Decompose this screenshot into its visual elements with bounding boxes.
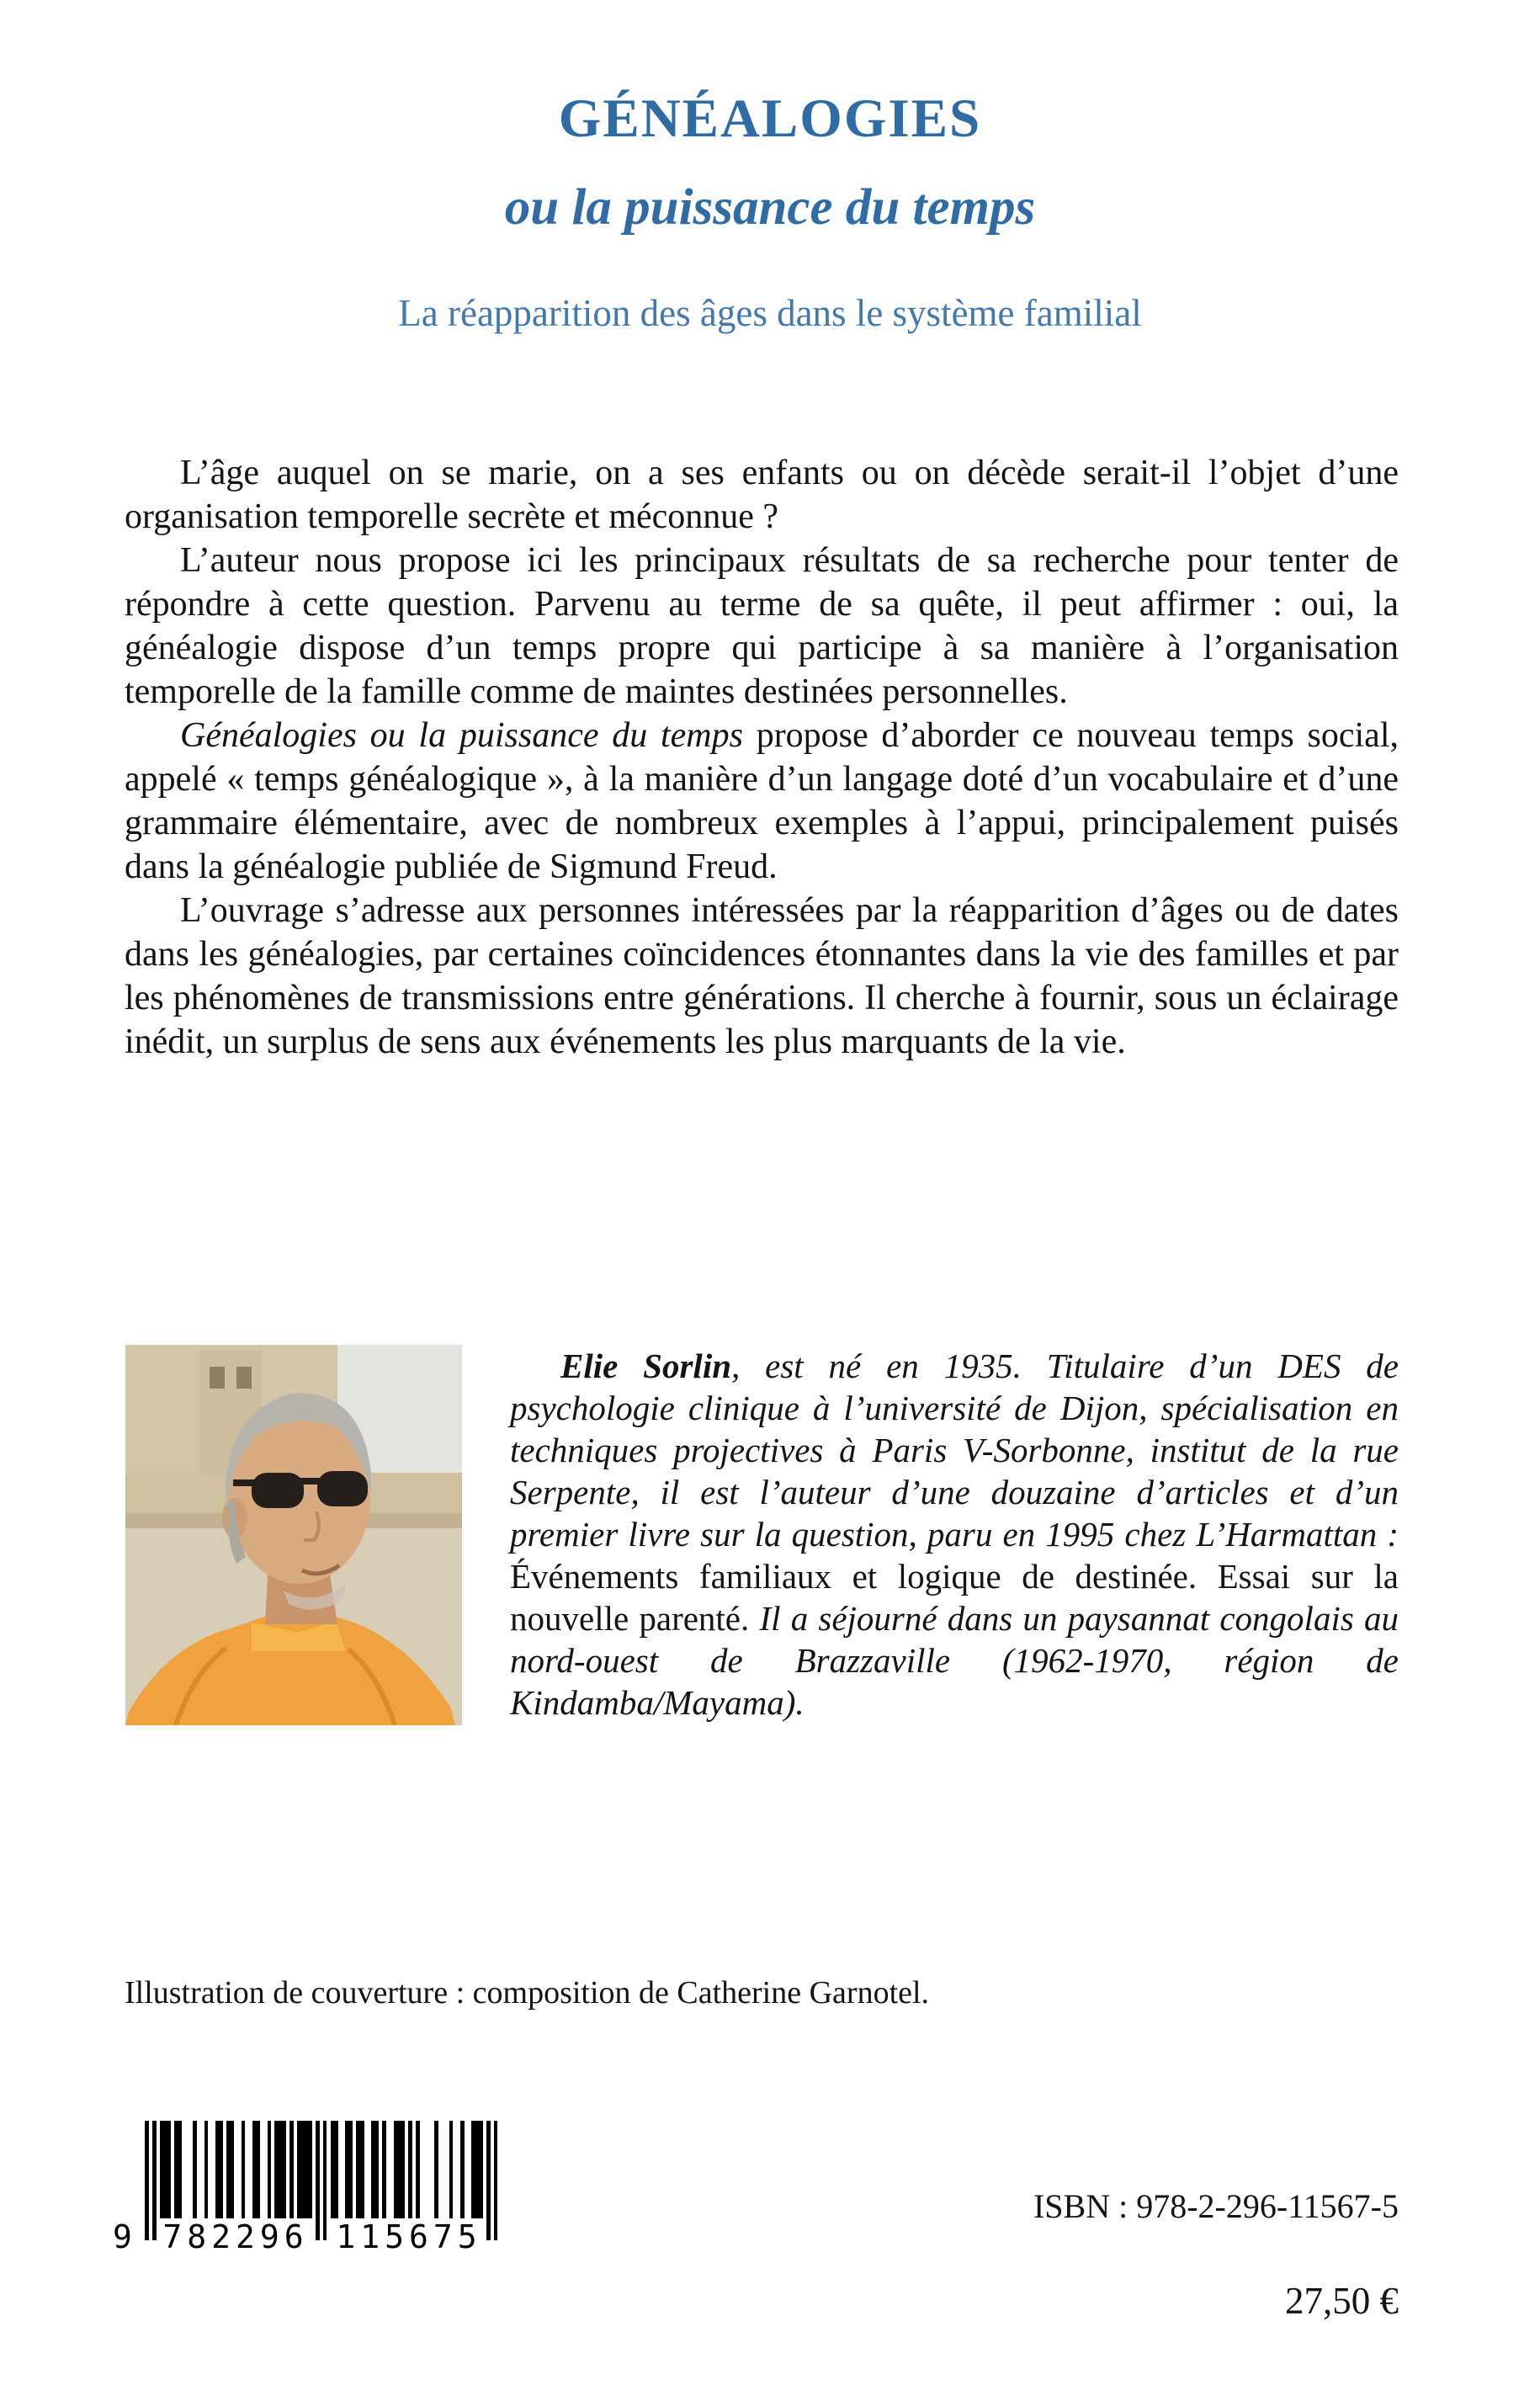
barcode-digit-group-2: 115675 [336,2218,482,2255]
isbn-text: ISBN : 978-2-296-11567-5 [1033,2187,1399,2225]
book-title: GÉNÉALOGIES [558,88,982,149]
synopsis-paragraph-1: L’âge auquel on se marie, on a ses enfants ou on décède serait-il l’objet d’une organisation temporelle secrète et méconnue ? [125,454,1399,536]
barcode-digit-group-1: 782296 [162,2218,309,2255]
illustration-credit: Illustration de couverture : composition de Catherine Garnotel. [125,1975,930,2011]
synopsis-paragraph-4: L’ouvrage s’adresse aux personnes intéressées par la réapparition d’âges ou de dates dans les généalogies, par certaines coïncidences étonnantes dans la vie des familles et par les phénomènes de transmissions entre générations. Il cherche à fournir, sous un éclairage inédit, un surplus de sens aux événements les plus marquants de la vie. [125,891,1399,1061]
bio-part-2: Il a séjourné dans un paysannat congolais au nord-ouest de Brazzaville (1962-1970, région de Kindamba/Mayama). [510,1599,1399,1722]
price-text: 27,50 € [1285,2280,1399,2322]
ean-barcode [113,2121,497,2264]
synopsis-paragraph-2: L’auteur nous propose ici les principaux résultats de sa recherche pour tenter de répondre à cette question. Parvenu au terme de sa quête, il peut affirmer : oui, la généalogie dispose d’un temps propre qui participe à sa manière à l’organisation temporelle de la famille comme de maintes destinées personnelles. [125,541,1399,711]
synopsis-paragraph-3 [125,714,1399,889]
book-subtitle: ou la puissance du temps [504,179,1036,236]
book-reference: Événements familiaux et logique de destinée. Essai sur la nouvelle parenté. [510,1557,1399,1638]
book-tagline: La réapparition des âges dans le système familial [398,292,1142,334]
author-bio [125,1345,1399,1725]
author-name: Elie Sorlin [560,1347,732,1385]
author-bio-text [510,1345,1399,1724]
bio-part-1: , est né en 1935. Titulaire d’un DES de psychologie clinique à l’université de Dijon, spécialisation en techniques projectives à Paris V-Sorbonne, institut de la rue Serpente, il est l’auteur d’une douzaine d’articles et d’un premier livre sur la question, paru en 1995 chez L’Harmattan : [510,1347,1399,1554]
author-photo [125,1345,463,1725]
synopsis-paragraph-3-rest: propose d’aborder ce nouveau temps social, appelé « temps généalogique », à la manière d’un langage doté d’un vocabulaire et d’une grammaire élémentaire, avec de nombreux exemples à l’appui, principalement puisés dans la généalogie publiée de Sigmund Freud. [125,716,1399,886]
barcode-digit-left: 9 [113,2218,132,2255]
author-portrait-graphic [125,1345,463,1725]
synopsis [125,451,1399,1064]
work-title-italic: Généalogies ou la puissance du temps [180,716,743,755]
